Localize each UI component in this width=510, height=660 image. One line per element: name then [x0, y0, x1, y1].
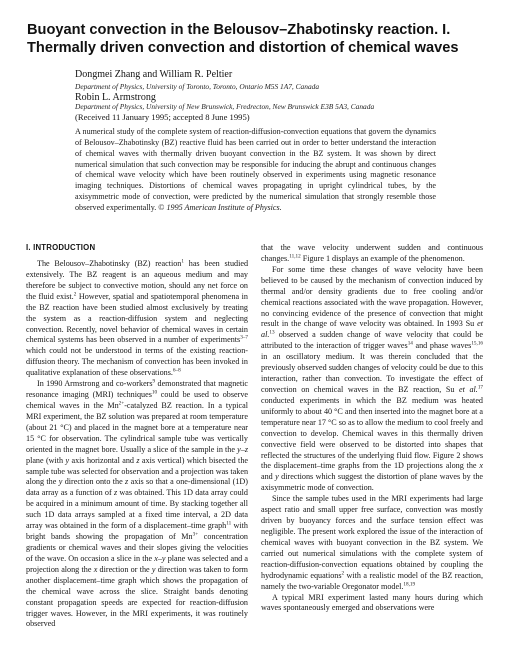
paragraph: that the wave velocity underwent sudden and continuous changes.$^{11,12}$ Figure 1 displays an example of the phenomenon. [261, 243, 483, 263]
affiliation-2: Department of Physics, University of New Brunswick, Fredrecton, New Brunswick E3B 5A3, Canada [75, 102, 375, 111]
reference-superscript: 9 [152, 378, 156, 385]
reference-superscript: 2 [73, 291, 77, 298]
section-heading: I. INTRODUCTION [26, 243, 96, 252]
reference-superscript: 13 [269, 329, 275, 336]
paragraph: The Belousov–Zhabotinsky (BZ) reaction$^1$ has been studied extensively. The BZ reagent is an aqueous medium and may therefore be subject to convective motion, should any net force on the fluid exist.$^2$ However, spatial and spatiotemporal phenomena in the BZ reaction have been studied almost exclusively by treating the system as a reaction-diffusion system and neglecting convection. Recently, novel behavior of chemical waves in certain chemical systems has been observed in a number of experiments$^{3-7}$ which could not be understood in terms of the existing reaction-diffusion theory. The mechanism of convection has been invoked in qualitative explanation of these observations.$^{6-8}$ [26, 258, 249, 378]
reference-superscript: 10 [151, 389, 158, 396]
paragraph: In 1990 Armstrong and co-workers$^9$ demonstrated that magnetic resonance imaging (MRI) techniques$^{10}$ could be used to observe chemical waves in the Mn$^{2+}$-catalyzed BZ reaction. In a typical MRI experiment, the BZ solution was prepared at room temperature (about 21 °C) and placed in the magnet bore at a temperature near 15 °C for observation. The cylindrical sample tube was vertically oriented in the magnet bore. Usually a slice of the sample in the y–z plane (with y axis horizontal and z axis vertical) which bisected the sample tube was selected for observation and a projection was taken along the y direction onto the z axis so that a one-dimensional (1D) data array as a function of z was obtained. This 1D data array could be acquired in a minimum amount of time. By stacking together all such 1D data arrays sampled at a fixed time interval, a 2D data array was obtained in the form of a displacement–time graph$^{11}$ with bright bands showing the propagation of Mn$^{3+}$ concentration gradients or chemical waves and their slopes giving the velocities of the wave. On occasion a slice in the x–y plane was selected and a projection along the x direction or the y direction was taken to form another displacement–time graph which shows the propagation of the chemical wave across the slice. Straight bands denoting constant propagation speeds are expected for reaction-diffusion trigger waves. However, in the MRI experiments, it was routinely observed [26, 378, 249, 629]
reference-superscript: 11 [226, 520, 232, 527]
charge-superscript: 3+ [192, 531, 199, 538]
right-column [261, 243, 483, 614]
reference-superscript: 3–7 [240, 334, 248, 341]
reference-superscript: 1 [181, 258, 184, 265]
paper-title: Buoyant convection in the Belousov–Zhabotinsky reaction. I. Thermally driven convection and distortion of chemical waves [27, 22, 459, 56]
reference-superscript: 15,16 [471, 340, 483, 347]
received-dates: (Received 11 January 1995; accepted 8 June 1995) [75, 112, 250, 122]
reference-superscript: 17 [477, 384, 483, 391]
abstract [75, 127, 436, 214]
reference-superscript: 14 [407, 340, 413, 347]
reference-superscript: 2 [341, 569, 345, 576]
authors-1: Dongmei Zhang and William R. Peltier [75, 69, 233, 80]
paragraph: Since the sample tubes used in the MRI experiments had large aspect ratio and small upper free surface, convection was mostly driven by buoyancy forces and the surface tension effect was negligible. The present work explored the issue of the interaction of chemical waves with buoyant convection in the BZ system. We carried out numerical simulations with the complete system of reaction-diffusion-convection equations obtained by coupling the hydrodynamic equations$^2$ with a realistic model of the BZ reaction, namely the two-variable Oregonator model.$^{18,19}$ [261, 494, 483, 591]
abstract-copyright: 1995 American Institute of Physics. [166, 202, 282, 212]
left-column [26, 243, 248, 630]
reference-superscript: 11,12 [289, 253, 301, 260]
abstract-text: A numerical study of the complete system of reaction-diffusion-convection equations that govern the dynamics of Belousov–Zhabotinsky (BZ) reactive fluid has been carried out in order to better understand the interaction of chemical waves with thermally driven buoyant convection in the BZ system. It was shown by direct numerical simulation that such convection may be responsible for inducing the abrupt and continuous changes of chemical wave velocity which have been routinely observed in experiments using magnetic resonance imaging techniques. Distortions of chemical waves propagating in upright cylindrical tubes, by the axisymmetric mode of convection, were predicted by the numerical simulation that strongly resemble those observed experimentally. © [75, 127, 436, 212]
charge-superscript: 2+ [118, 400, 125, 407]
authors-2: Robin L. Armstrong [75, 92, 156, 103]
paragraph: A typical MRI experiment lasted many hours during which waves spontaneously emerged and observations were [261, 592, 483, 613]
affiliation-1: Department of Physics, University of Toronto, Toronto, Ontario M5S 1A7, Canada [75, 82, 320, 91]
reference-superscript: 6–8 [172, 367, 181, 374]
paragraph: For some time these changes of wave velocity have been believed to be caused by the mechanism of convection induced by thermal and/or density gradients due to free cooling and/or chemical reactions associated with the wave propagation. However, no convincing evidence of the presence of convection that might result in the change of wave velocity was obtained. In 1993 Su et al.$^{13}$ observed a sudden change of wave velocity that could be attributed to the interaction of trigger waves$^{14}$ and phase waves$^{15,16}$ in an oscillatory medium. It was therein concluded that the previously observed sudden changes of velocity could be due to this interaction, rather than convection. To investigate the effect of convection on chemical waves in the BZ reaction, Su et al.$^{17}$ conducted experiments in which the BZ medium was heated uniformly to about 40 °C and then inserted into the magnet bore at a temperature near 17 °C so as to allow the medium to cool freely and convection to develop. Chemical waves in this thermally driven convective field were observed to be distorted into shapes that reflected the structures of the underlying fluid flow. Figure 2 shows the displacement–time graphs from the 1D projections along the x and y directions which suggest the distortion of plane waves by the axisymmetric mode of convection. [261, 264, 483, 493]
reference-superscript: 18,19 [403, 580, 416, 587]
